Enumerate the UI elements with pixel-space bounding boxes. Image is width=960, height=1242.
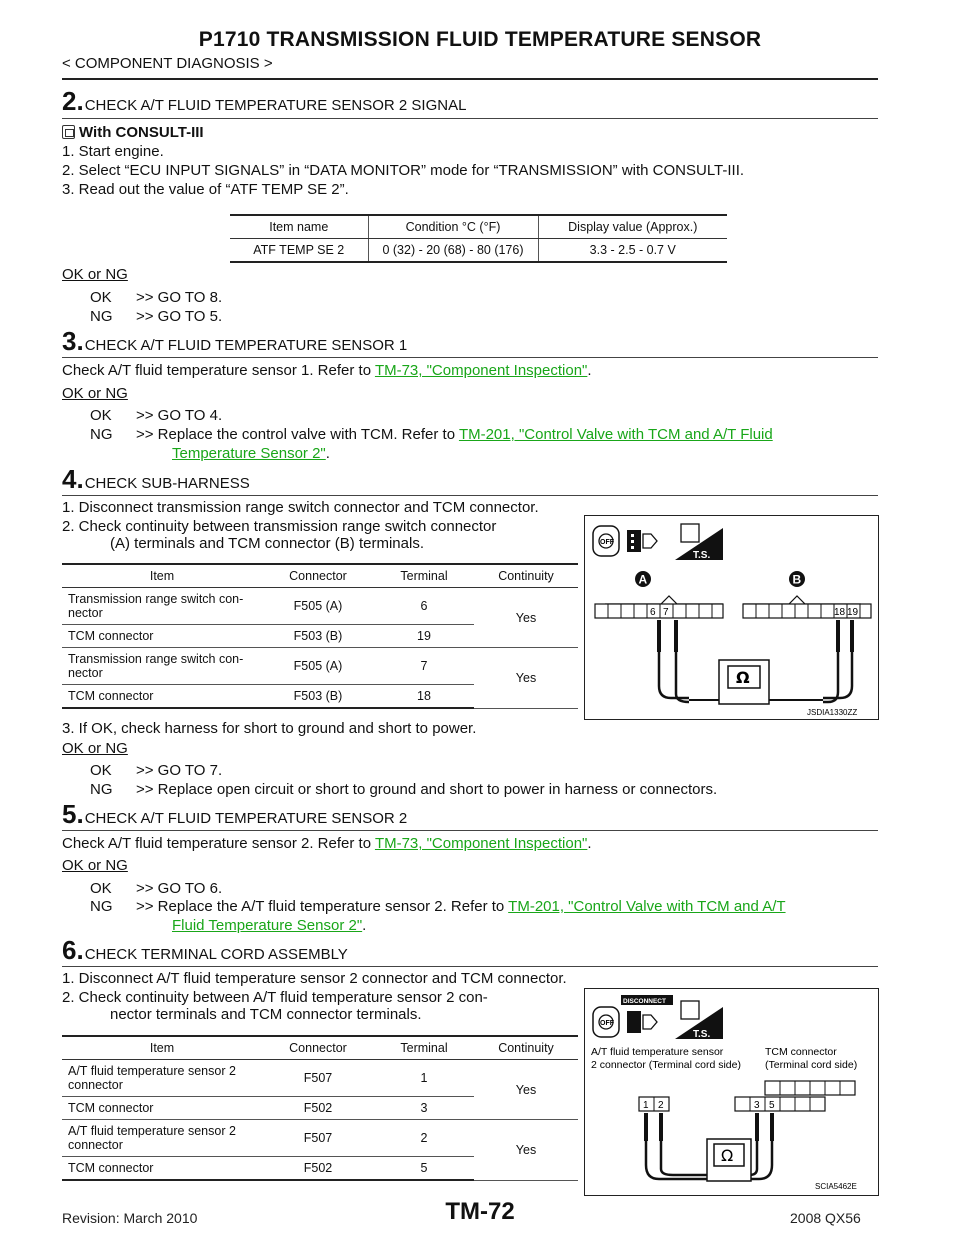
result-label: NG bbox=[90, 308, 113, 325]
control-valve-link[interactable]: TM-201, "Control Valve with TCM and A/T Fluid bbox=[458, 426, 773, 443]
result-text-end: . bbox=[362, 917, 367, 934]
ok-or-ng-label: OK or NG bbox=[62, 740, 128, 757]
consult-icon bbox=[62, 125, 75, 139]
instruction-line: 1. Disconnect transmission range switch connector and TCM connector. bbox=[62, 499, 539, 516]
table-cell: 0 (32) - 20 (68) - 80 (176) bbox=[368, 239, 538, 263]
tester-icon bbox=[675, 524, 723, 561]
table-header: Connector bbox=[262, 564, 374, 588]
step-title: CHECK A/T FLUID TEMPERATURE SENSOR 2 bbox=[84, 810, 408, 827]
control-valve-link[interactable]: TM-201, "Control Valve with TCM and A/T bbox=[508, 898, 786, 915]
table-cell: 18 bbox=[374, 685, 474, 709]
step-number: 5. bbox=[62, 799, 84, 829]
table-cell: F503 (B) bbox=[262, 685, 374, 709]
component-inspection-link[interactable]: TM-73, "Component Inspection" bbox=[374, 362, 588, 379]
sensor-connector-label: A/T fluid temperature sensor bbox=[591, 1046, 724, 1058]
step-4-heading bbox=[62, 464, 250, 495]
pin-label: 5 bbox=[769, 1100, 775, 1111]
table-header: Item bbox=[62, 1036, 262, 1060]
diagram-code: SCIA5462E bbox=[815, 1182, 857, 1191]
table-cell: TCM connector bbox=[62, 685, 262, 709]
terminal-cord-diagram-svg bbox=[585, 989, 877, 1194]
table-cell: 5 bbox=[374, 1157, 474, 1181]
section-rule bbox=[62, 118, 878, 119]
label-b-text: B bbox=[792, 572, 802, 587]
result-label: OK bbox=[90, 762, 112, 779]
result-label: OK bbox=[90, 289, 112, 306]
result-text: >> Replace open circuit or short to ground and short to power in harness or connectors. bbox=[136, 781, 718, 798]
disconnect-connector-icon bbox=[621, 995, 673, 1033]
atf-temp-table bbox=[230, 214, 727, 263]
sub-harness-diagram bbox=[584, 515, 879, 720]
sub-harness-continuity-table bbox=[62, 563, 578, 709]
table-cell: F507 bbox=[262, 1120, 374, 1157]
vehicle-model: 2008 QX56 bbox=[790, 1210, 861, 1226]
result-text: >> GO TO 6. bbox=[136, 880, 223, 897]
table-header: Terminal bbox=[374, 1036, 474, 1060]
instruction-line: 2. Check continuity between A/T fluid temperature sensor 2 con- bbox=[62, 989, 488, 1006]
step-5-heading bbox=[62, 799, 407, 830]
table-cell: F505 (A) bbox=[262, 588, 374, 625]
table-cell: 3.3 - 2.5 - 0.7 V bbox=[538, 239, 727, 263]
ohmmeter-icon bbox=[707, 1139, 751, 1181]
pin-label: 7 bbox=[663, 607, 669, 618]
ok-or-ng-label: OK or NG bbox=[62, 266, 128, 283]
pin-label: 2 bbox=[658, 1100, 664, 1111]
step-title: CHECK A/T FLUID TEMPERATURE SENSOR 2 SIGNAL bbox=[84, 97, 467, 114]
section-rule bbox=[62, 357, 878, 358]
tcm-connector bbox=[735, 1081, 855, 1111]
table-header: Item name bbox=[230, 215, 368, 239]
table-cell: 3 bbox=[374, 1097, 474, 1120]
table-header: Continuity bbox=[474, 564, 578, 588]
pin-label: 1 bbox=[643, 1100, 649, 1111]
section-rule bbox=[62, 830, 878, 831]
pin-label: 18 bbox=[834, 607, 846, 618]
consult-mode bbox=[62, 124, 204, 141]
instruction-line: (A) terminals and TCM connector (B) terminals. bbox=[110, 535, 424, 552]
body-text: Check A/T fluid temperature sensor 2. Refer to bbox=[62, 835, 375, 852]
result-label: NG bbox=[90, 426, 113, 443]
off-text: OFF bbox=[600, 1020, 614, 1027]
body-text-end: . bbox=[587, 835, 592, 852]
table-header: Item bbox=[62, 564, 262, 588]
table-cell: TCM connector bbox=[62, 1097, 262, 1120]
instruction-line: 3. Read out the value of “ATF TEMP SE 2”. bbox=[62, 181, 349, 198]
result-text-end: . bbox=[325, 445, 330, 462]
pin-label: 19 bbox=[847, 607, 859, 618]
table-cell: 2 bbox=[374, 1120, 474, 1157]
table-cell: Yes bbox=[474, 1060, 578, 1120]
result-label: NG bbox=[90, 781, 113, 798]
off-text: OFF bbox=[600, 539, 614, 546]
result-label: OK bbox=[90, 407, 112, 424]
step-3-heading bbox=[62, 326, 407, 357]
ok-result bbox=[90, 762, 222, 779]
terminal-cord-continuity-table bbox=[62, 1035, 578, 1181]
table-header: Display value (Approx.) bbox=[538, 215, 727, 239]
ignition-off-icon bbox=[593, 1007, 619, 1037]
table-cell: A/T fluid temperature sensor 2 connector bbox=[62, 1120, 262, 1157]
ignition-off-icon bbox=[593, 526, 619, 556]
table-header: Continuity bbox=[474, 1036, 578, 1060]
body-text-end: . bbox=[587, 362, 592, 379]
table-cell: A/T fluid temperature sensor 2 connector bbox=[62, 1060, 262, 1097]
label-a-text: A bbox=[638, 572, 648, 587]
table-cell: F507 bbox=[262, 1060, 374, 1097]
table-cell: F502 bbox=[262, 1097, 374, 1120]
instruction-line: nector terminals and TCM connector terminals. bbox=[110, 1006, 422, 1023]
tcm-connector-label: (Terminal cord side) bbox=[765, 1059, 858, 1071]
table-cell: F502 bbox=[262, 1157, 374, 1181]
result-text: >> Replace the control valve with TCM. Refer to bbox=[136, 426, 459, 443]
control-valve-link-cont[interactable]: Temperature Sensor 2" bbox=[172, 445, 326, 462]
ng-result bbox=[90, 308, 222, 325]
result-text: >> Replace the A/T fluid temperature sensor 2. Refer to bbox=[136, 898, 509, 915]
table-row bbox=[62, 1060, 578, 1097]
ng-result bbox=[90, 898, 786, 915]
instruction-line: 1. Disconnect A/T fluid temperature sensor 2 connector and TCM connector. bbox=[62, 970, 567, 987]
step-2-heading bbox=[62, 86, 466, 117]
ng-result bbox=[90, 426, 773, 443]
table-cell: 6 bbox=[374, 588, 474, 625]
ok-or-ng-label: OK or NG bbox=[62, 385, 128, 402]
breadcrumb: < COMPONENT DIAGNOSIS > bbox=[62, 55, 273, 72]
sub-harness-diagram-svg bbox=[585, 516, 877, 718]
table-cell: 1 bbox=[374, 1060, 474, 1097]
sensor-connector bbox=[639, 1097, 669, 1111]
table-header: Terminal bbox=[374, 564, 474, 588]
instruction-line: 3. If OK, check harness for short to ground and short to power. bbox=[62, 720, 477, 737]
table-row bbox=[62, 1120, 578, 1157]
table-cell: F505 (A) bbox=[262, 648, 374, 685]
step-3-body bbox=[62, 362, 592, 379]
step-number: 6. bbox=[62, 935, 84, 965]
pin-label: 3 bbox=[754, 1100, 760, 1111]
ng-result bbox=[90, 781, 717, 798]
disconnect-connector-icon bbox=[627, 530, 657, 552]
sensor-connector-label: 2 connector (Terminal cord side) bbox=[591, 1059, 741, 1071]
ok-result bbox=[90, 407, 222, 424]
table-cell: TCM connector bbox=[62, 1157, 262, 1181]
diagram-code: JSDIA1330ZZ bbox=[807, 708, 858, 717]
section-rule bbox=[62, 495, 878, 496]
table-cell: TCM connector bbox=[62, 625, 262, 648]
ts-text: T.S. bbox=[693, 550, 711, 561]
instruction-line: 2. Select “ECU INPUT SIGNALS” in “DATA MONITOR” mode for “TRANSMISSION” with CONSULT-III. bbox=[62, 162, 745, 179]
connector-b bbox=[743, 596, 871, 618]
step-5-body bbox=[62, 835, 592, 852]
ok-result bbox=[90, 289, 222, 306]
table-cell: Yes bbox=[474, 648, 578, 709]
table-row bbox=[62, 648, 578, 685]
ok-result bbox=[90, 880, 222, 897]
ng-result-cont bbox=[172, 445, 330, 462]
page-number: TM-72 bbox=[445, 1198, 515, 1225]
ohmmeter-icon bbox=[689, 660, 823, 704]
step-number: 3. bbox=[62, 326, 84, 356]
header-rule bbox=[62, 78, 878, 80]
step-title: CHECK SUB-HARNESS bbox=[84, 475, 250, 492]
step-number: 4. bbox=[62, 464, 84, 494]
result-label: OK bbox=[90, 880, 112, 897]
table-cell: Yes bbox=[474, 588, 578, 648]
tester-icon bbox=[675, 1001, 723, 1040]
terminal-cord-diagram bbox=[584, 988, 879, 1196]
ohm-symbol: Ω bbox=[721, 1146, 734, 1165]
revision-date: Revision: March 2010 bbox=[62, 1210, 198, 1226]
pin-label: 6 bbox=[650, 607, 656, 618]
control-valve-link-cont[interactable]: Fluid Temperature Sensor 2" bbox=[172, 917, 363, 934]
tcm-connector-label: TCM connector bbox=[765, 1046, 837, 1058]
table-header: Connector bbox=[262, 1036, 374, 1060]
step-title: CHECK A/T FLUID TEMPERATURE SENSOR 1 bbox=[84, 337, 408, 354]
component-inspection-link[interactable]: TM-73, "Component Inspection" bbox=[374, 835, 588, 852]
table-row bbox=[230, 239, 727, 263]
disconnect-text: DISCONNECT bbox=[623, 998, 666, 1005]
connector-a bbox=[595, 596, 723, 618]
ok-or-ng-label: OK or NG bbox=[62, 857, 128, 874]
table-cell: Yes bbox=[474, 1120, 578, 1181]
step-6-heading bbox=[62, 935, 348, 966]
table-cell: ATF TEMP SE 2 bbox=[230, 239, 368, 263]
table-cell: 7 bbox=[374, 648, 474, 685]
ohm-symbol: Ω bbox=[736, 668, 750, 687]
ts-text: T.S. bbox=[693, 1029, 711, 1040]
consult-mode-label: With CONSULT-III bbox=[79, 124, 204, 141]
table-cell: Transmission range switch con-nector bbox=[62, 648, 262, 685]
page-title: P1710 TRANSMISSION FLUID TEMPERATURE SENSOR bbox=[198, 28, 762, 51]
instruction-line: 2. Check continuity between transmission range switch connector bbox=[62, 518, 497, 535]
table-cell: Transmission range switch con-nector bbox=[62, 588, 262, 625]
table-cell: 19 bbox=[374, 625, 474, 648]
step-number: 2. bbox=[62, 86, 84, 116]
table-row bbox=[62, 588, 578, 625]
section-rule bbox=[62, 966, 878, 967]
result-text: >> GO TO 7. bbox=[136, 762, 223, 779]
instruction-line: 1. Start engine. bbox=[62, 143, 164, 160]
table-header: Condition °C (°F) bbox=[368, 215, 538, 239]
result-text: >> GO TO 4. bbox=[136, 407, 223, 424]
result-text: >> GO TO 5. bbox=[136, 308, 223, 325]
result-text: >> GO TO 8. bbox=[136, 289, 223, 306]
step-title: CHECK TERMINAL CORD ASSEMBLY bbox=[84, 946, 348, 963]
result-label: NG bbox=[90, 898, 113, 915]
table-cell: F503 (B) bbox=[262, 625, 374, 648]
ng-result-cont bbox=[172, 917, 366, 934]
body-text: Check A/T fluid temperature sensor 1. Refer to bbox=[62, 362, 375, 379]
